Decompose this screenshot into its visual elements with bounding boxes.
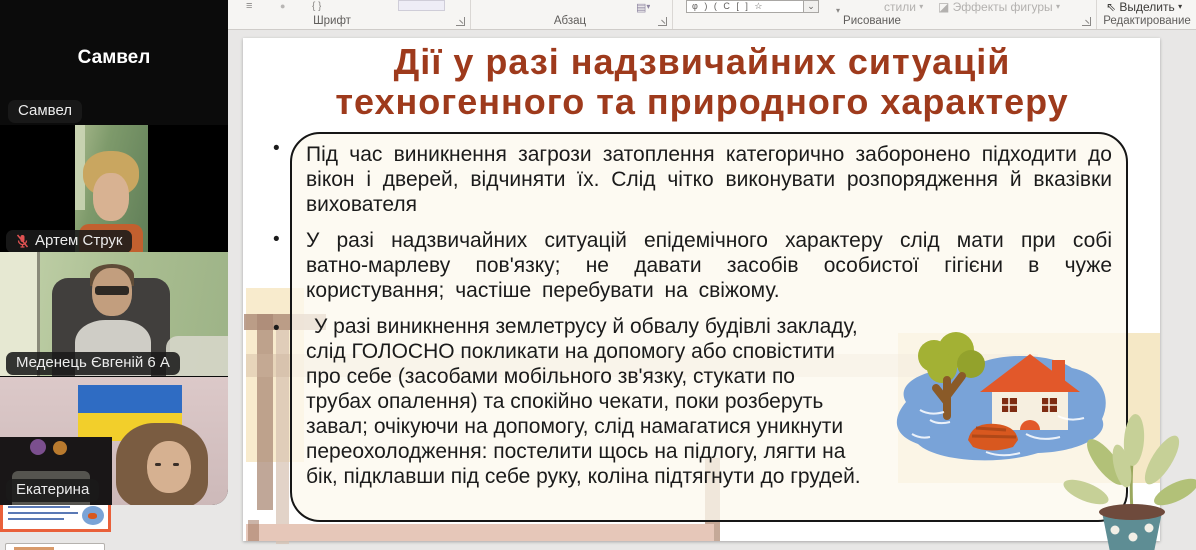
participant-label-samvel: Самвел: [8, 100, 82, 123]
bullet-text-3: У разі виникнення землетрусу й обвалу будівлі закладу, слід ГОЛОСНО покликати на допомогу або сповістити про себе (засобами мобільного зв'язку, стукати по трубах опалення) та спокійно чекати, поки розберуть завал; очікуючи на допомогу, слід намагатися уникнути переохолодження: постелити щось на підлогу, лягти на бік, підклавши під себе руку, коліна підтягнути до грудей.: [306, 315, 861, 488]
ribbon-group-editing: Редактирование: [1103, 15, 1191, 27]
list-style-icon[interactable]: ▤▾: [636, 2, 651, 13]
bullet-marker: [273, 138, 280, 160]
slide-thumbnail-next[interactable]: [5, 543, 105, 550]
font-dialog-launcher-icon[interactable]: [456, 17, 465, 26]
shape-effects-button[interactable]: ◪ Эффекты фигуры ▾: [938, 0, 1061, 14]
mic-muted-icon: [16, 234, 29, 248]
shapes-gallery[interactable]: [686, 0, 819, 13]
bullet-marker: [273, 318, 280, 340]
decor-pink-band: [246, 524, 714, 541]
shapes-gallery-more-icon[interactable]: ⌄: [803, 1, 818, 13]
slide-textbox[interactable]: [290, 132, 1128, 522]
styles-button[interactable]: стили ▾: [884, 0, 924, 14]
participant-label-evgeniy: Меденець Євгеній 6 А: [6, 352, 180, 375]
bullet-text-1: Під час виникнення загрози затоплення категорично заборонено підходити до вікон і дверей, відчиняти їх. Слід чітко виконувати розпорядження й вказівки вихователя: [306, 143, 1112, 216]
drawing-dialog-launcher-icon[interactable]: [1082, 17, 1091, 26]
slide-title[interactable]: [267, 42, 1137, 122]
ribbon-group-paragraph: Абзац: [553, 15, 587, 27]
highlight-swatch[interactable]: [398, 0, 445, 11]
active-speaker-name: Самвел: [77, 47, 151, 68]
thumbnail-flood-icon: [82, 506, 104, 525]
participant-label-artem: Артем Струк: [6, 230, 132, 253]
slide-title-line2: техногенного та природного характеру: [335, 81, 1069, 122]
decor-brush-stroke-v1: [257, 314, 273, 510]
decor-brown-mark: [248, 520, 259, 541]
bullet-marker: [273, 229, 280, 251]
plant-illustration-wrap: [1060, 400, 1196, 550]
select-button[interactable]: ⇖ Выделить ▾: [1106, 0, 1183, 14]
fill-color-icon[interactable]: ●: [280, 1, 286, 11]
align-icon[interactable]: ≡: [246, 0, 253, 12]
braces-icon[interactable]: { }: [312, 1, 322, 12]
slide-title-line1: Дії у разі надзвичайних ситуацій: [393, 41, 1011, 82]
shape-glyphs: φ ) ( C [ ] ☆: [692, 1, 765, 11]
paragraph-dialog-launcher-icon[interactable]: [658, 17, 667, 26]
potted-plant-illustration: [1060, 400, 1196, 550]
bullet-text-2: У разі надзвичайних ситуацій епідемічного характеру слід мати при собі ватно-марлеву пов'язку; не давати засобів особистої гігієни в чуже користування; частіше перебувати на свіжому.: [306, 229, 1112, 302]
participant-label-ekaterina: Екатерина: [6, 479, 99, 502]
slide-canvas: [243, 38, 1160, 541]
ribbon-group-drawing: Рисование: [843, 15, 901, 27]
ribbon-group-font: Шрифт: [313, 15, 351, 27]
arrange-caret-icon[interactable]: ▾: [836, 6, 841, 15]
meeting-panel: [0, 0, 228, 505]
